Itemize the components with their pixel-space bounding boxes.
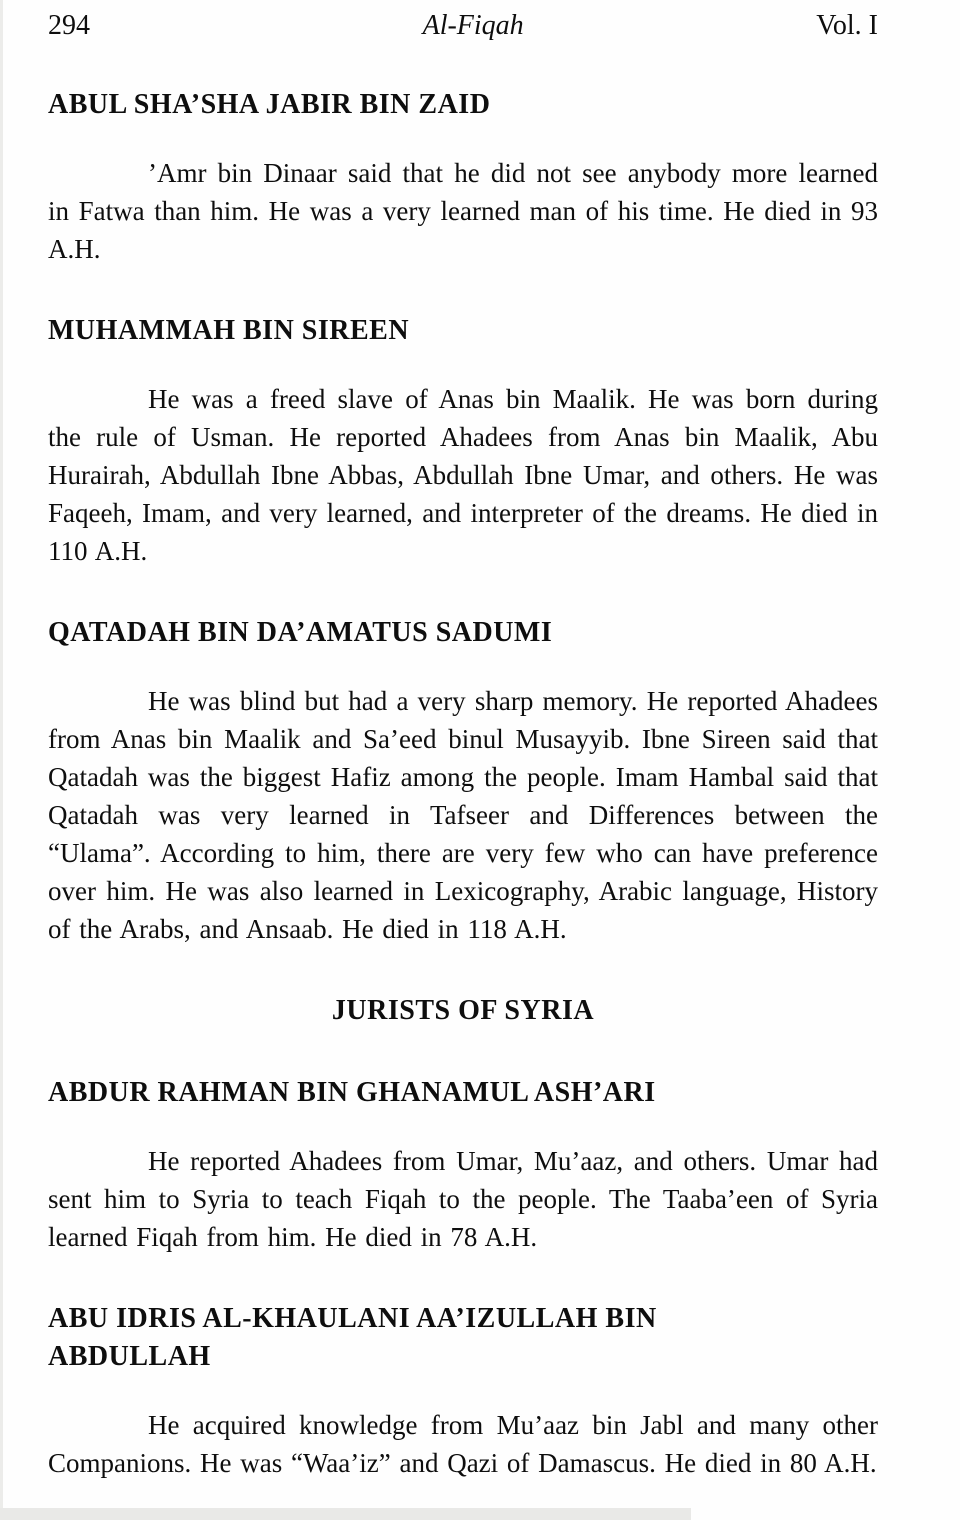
volume-label: Vol. I (816, 10, 878, 41)
section-heading: ABU IDRIS AL-KHAULANI AA’IZULLAH BIN ABDULLAH (48, 1303, 657, 1372)
section-paragraph: ’Amr bin Dinaar said that he did not see anybody more learned in Fatwa than him. He was a very learned man of his time. He died in 93 A.H. (48, 158, 878, 264)
section-abu-idris (48, 1300, 878, 1482)
running-header (48, 10, 878, 42)
section-heading: ABDUR RAHMAN BIN GHANAMUL ASH’ARI (48, 1077, 656, 1108)
section-heading: MUHAMMAH BIN SIREEN (48, 315, 410, 346)
section-heading: QATADAH BIN DA’AMATUS SADUMI (48, 617, 553, 648)
section-paragraph: He was blind but had a very sharp memory. He reported Ahadees from Anas bin Maalik and Sa’eed binul Musayyib. Ibne Sireen said that Qatadah was the biggest Hafiz among the people. Imam Hambal said that Qatadah was very learned in Tafseer and Differences between the “Ulama”. According to him, there are very few who can have preference over him. He was also learned in Lexicography, Arabic language, History of the Arabs, and Ansaab. He died in 118 A.H. (48, 686, 878, 944)
section-qatadah (48, 614, 878, 948)
section-muhammah-bin-sireen (48, 312, 878, 570)
book-title: Al-Fiqah (422, 10, 524, 41)
scan-edge-artifact (0, 1508, 691, 1520)
section-abdur-rahman (48, 1074, 878, 1256)
scan-edge-artifact (0, 0, 3, 1520)
section-paragraph: He reported Ahadees from Umar, Mu’aaz, and others. Umar had sent him to Syria to teach Fiqah to the people. The Taaba’een of Syria learned Fiqah from him. He died in 78 A.H. (48, 1146, 878, 1252)
section-jurists-of-syria (48, 992, 878, 1030)
section-paragraph: He acquired knowledge from Mu’aaz bin Jabl and many other Companions. He was “Waa’iz” and Qazi of Damascus. He died in 80 A.H. (48, 1410, 878, 1478)
section-paragraph: He was a freed slave of Anas bin Maalik. He was born during the rule of Usman. He reported Ahadees from Anas bin Maalik, Abu Hurairah, Abdullah Ibne Abbas, Abdullah Ibne Umar, and others. He was Faqeeh, Imam, and very learned, and interpreter of the dreams. He died in 110 A.H. (48, 384, 878, 566)
section-heading: ABUL SHA’SHA JABIR BIN ZAID (48, 89, 491, 120)
chapter-heading: JURISTS OF SYRIA (331, 995, 595, 1026)
page-number: 294 (48, 10, 90, 41)
section-abul-shasha (48, 86, 878, 268)
